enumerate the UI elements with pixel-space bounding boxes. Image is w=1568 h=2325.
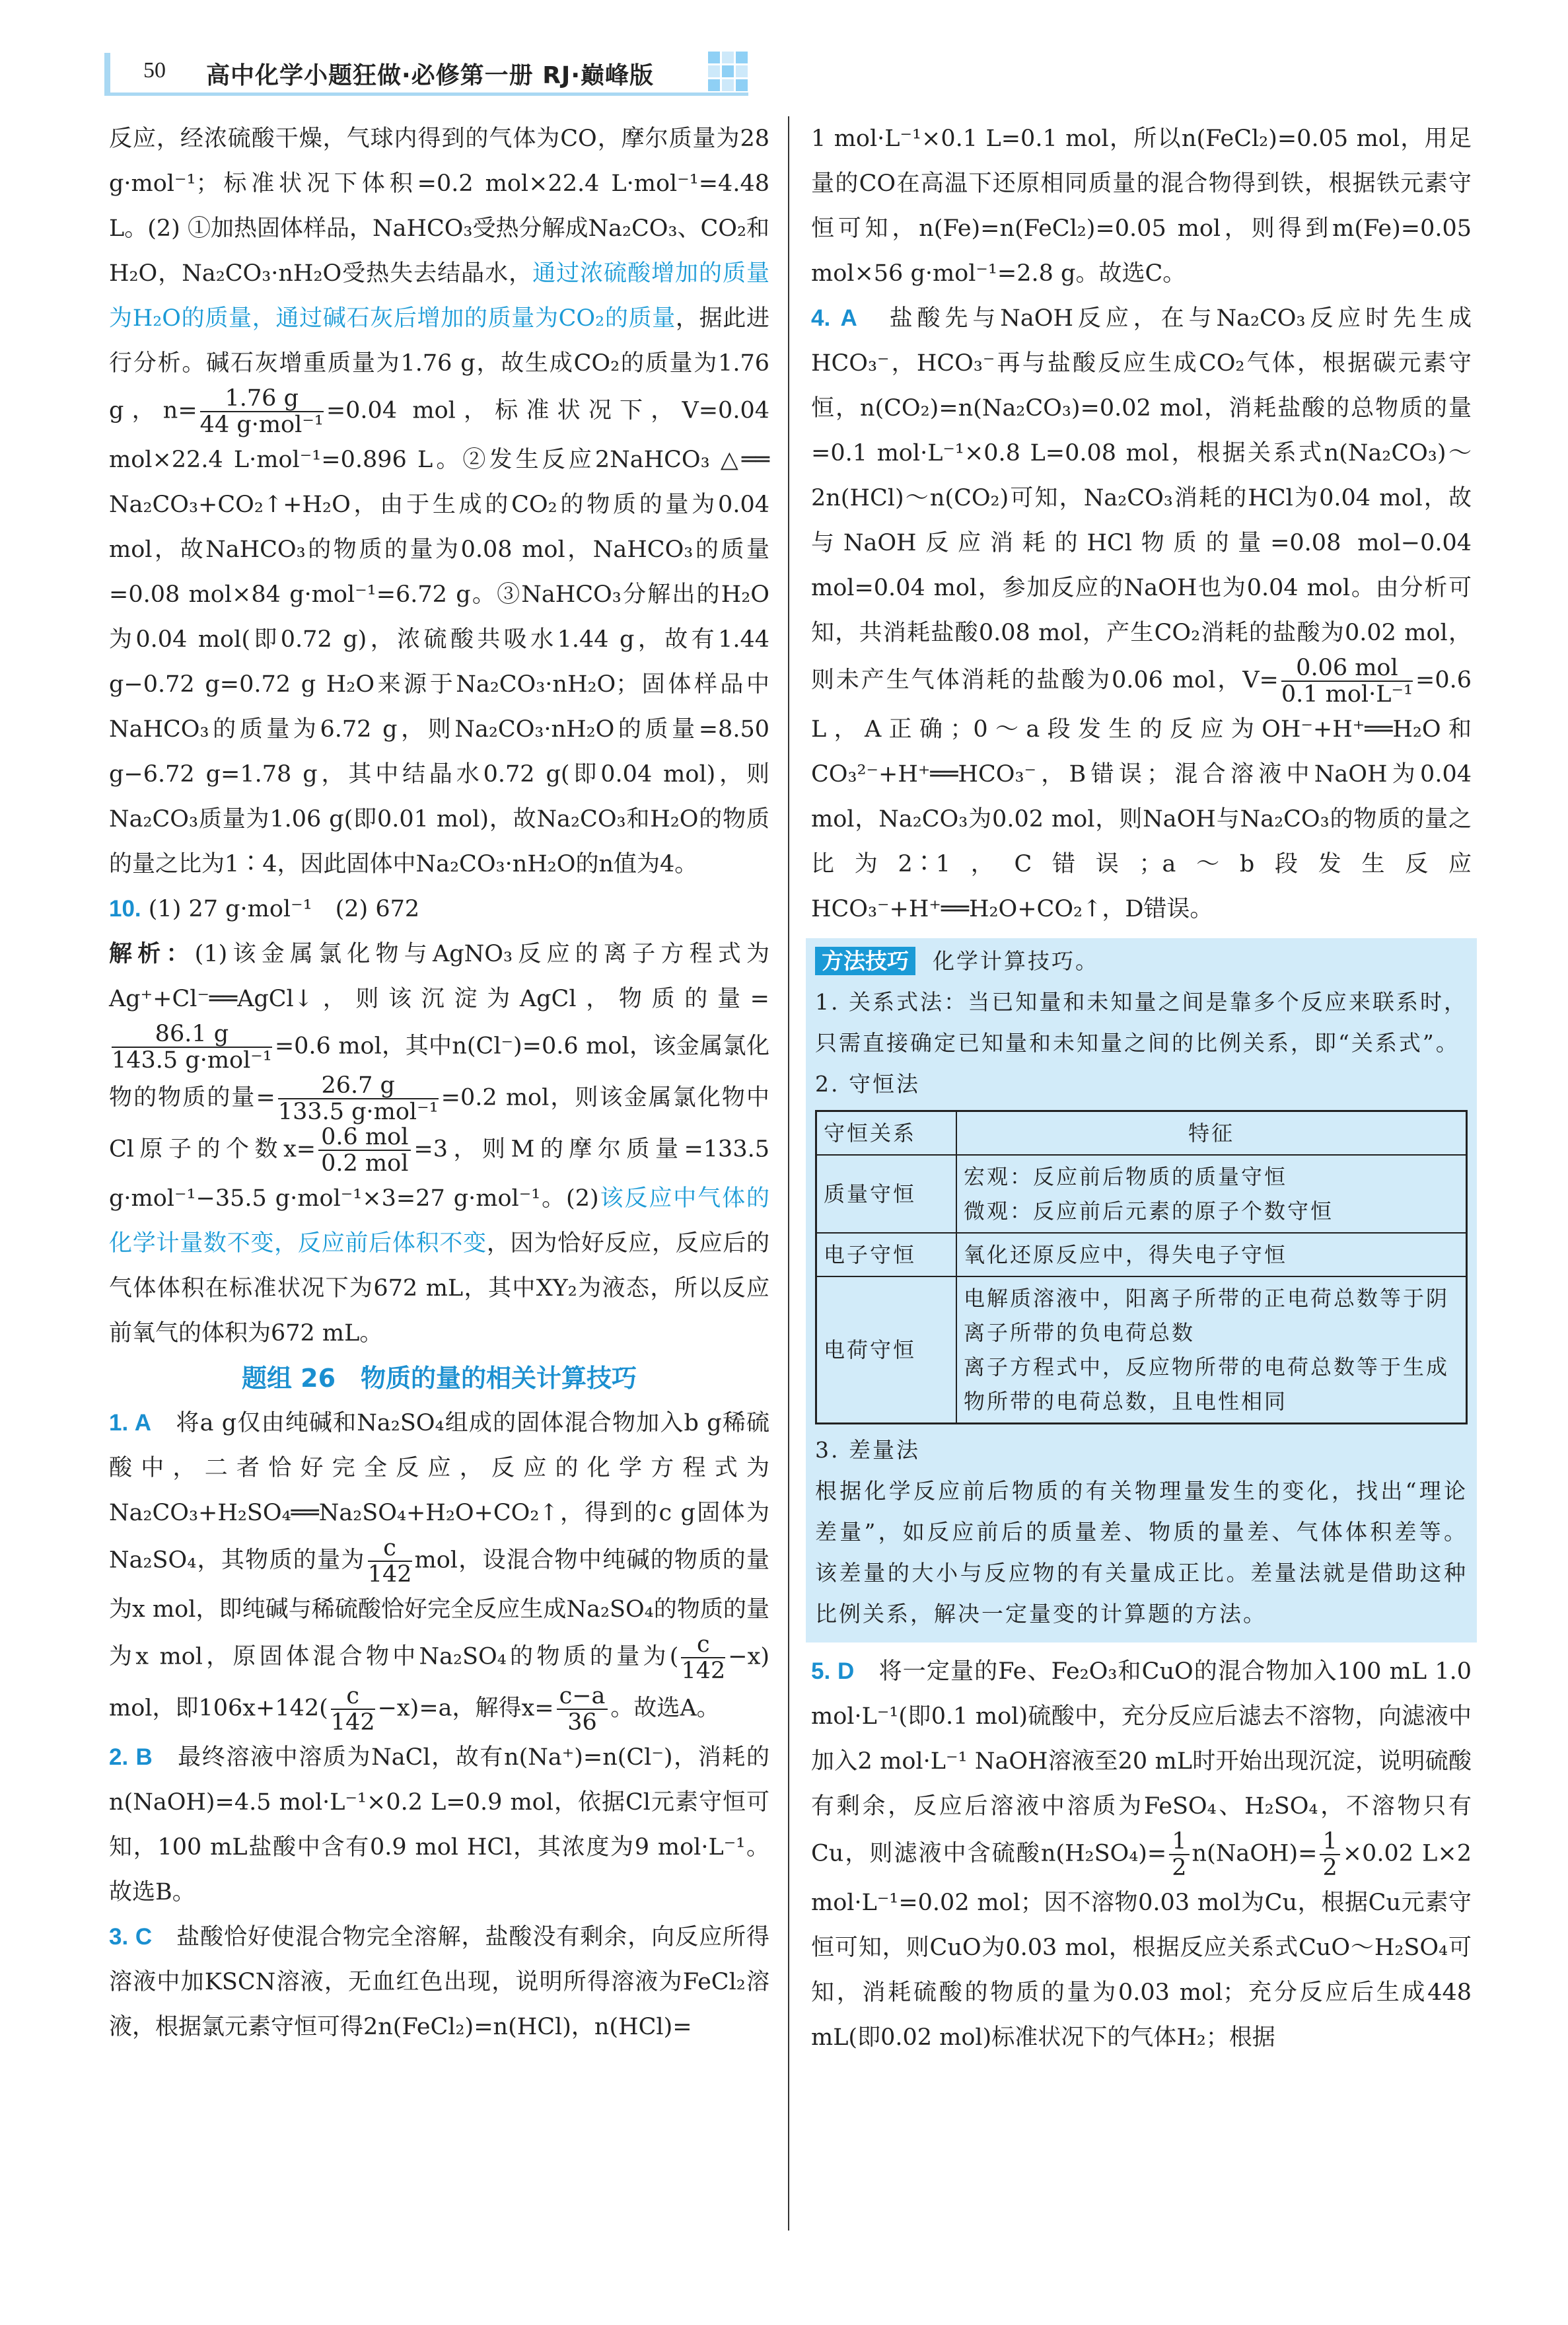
tip-item-2: 2. 守恒法 <box>815 1071 920 1097</box>
table-header: 守恒关系 <box>816 1111 957 1156</box>
fraction-numerator: 26.7 g <box>278 1073 439 1099</box>
feature-cell <box>956 1233 1467 1276</box>
fraction-numerator: c <box>681 1632 725 1658</box>
conservation-type: 质量守恒 <box>816 1155 957 1233</box>
right-column <box>811 116 1472 2060</box>
fraction <box>1320 1829 1339 1880</box>
text-run: (1)该金属氯化物与AgNO₃反应的离子方程式为Ag⁺+Cl⁻══AgCl↓，则该沉淀为AgCl，物质的量= <box>109 941 769 1012</box>
text-run: ，因为恰好反应，反应后的气体体积在标准状况下为672 mL，其中XY₂为液态，所以反应前氧气的体积为672 mL。 <box>109 1230 769 1347</box>
paragraph <box>109 116 769 887</box>
text-run: 盐酸先与NaOH反应，在与Na₂CO₃反应时先生成HCO₃⁻，HCO₃⁻再与盐酸反应生成CO₂气体，根据碳元素守恒，n(CO₂)=n(Na₂CO₃)=0.02 mol，消耗盐酸的总物质的量=0.1 mol·L⁻¹×0.8 L=0.08 mol，根据关系式n(Na₂CO₃)～2n(HCl)～n(CO₂)可知，Na₂CO₃消耗的HCl为0.04 mol，故与NaOH反应消耗的HCl物质的量=0.08 mol−0.04 mol=0.04 mol，参加反应的NaOH也为0.04 mol。由分析可知，共消耗盐酸0.08 mol，产生CO₂消耗的盐酸为0.02 mol，则未产生气体消耗的盐酸为0.06 mol，V= <box>811 305 1472 694</box>
text-run: =0.2 mol，则该金属氯化物中Cl原子的个数x= <box>109 1084 769 1163</box>
paragraph <box>811 296 1472 932</box>
paragraph <box>109 887 769 932</box>
fraction-numerator: 0.06 mol <box>1281 655 1413 682</box>
table-row <box>816 1155 1467 1233</box>
fraction <box>112 1021 272 1073</box>
book-title: 高中化学小题狂做·必修第一册 RJ·巅峰版 <box>206 62 655 89</box>
fraction-denominator: 142 <box>330 1709 375 1736</box>
fraction-denominator: 44 g·mol⁻¹ <box>199 412 324 438</box>
fraction-denominator: 143.5 g·mol⁻¹ <box>112 1047 272 1074</box>
conservation-type: 电荷守恒 <box>816 1276 957 1424</box>
paragraph <box>109 1915 769 2049</box>
analysis-label: 解析： <box>109 940 195 967</box>
fraction <box>331 1683 375 1735</box>
text-run: ，据此进行分析。碱石灰增重质量为1.76 g，故生成CO₂的质量为1.76 g，n= <box>109 305 769 424</box>
text-run: 1 mol·L⁻¹×0.1 L=0.1 mol，所以n(FeCl₂)=0.05 mol，用足量的CO在高温下还原相同质量的混合物得到铁，根据铁元素守恒可知，n(Fe)=n(FeCl₂)=0.05 mol，则得到m(Fe)=0.05 mol×56 g·mol⁻¹=2.8 g。故选C。 <box>811 126 1472 287</box>
right-top-text <box>811 116 1472 932</box>
fraction-denominator: 36 <box>567 1709 597 1736</box>
fraction-denominator: 142 <box>367 1561 412 1588</box>
right-bottom-text <box>811 1649 1472 2060</box>
answer-label: 2. B <box>109 1744 153 1770</box>
fraction-numerator: 1.76 g <box>200 386 324 412</box>
feature-line: 电解质溶液中，阳离子所带的正电荷总数等于阴离子所带的负电荷总数 <box>964 1286 1450 1345</box>
feature-line: 氧化还原反应中，得失电子守恒 <box>964 1242 1288 1267</box>
fraction-numerator: c−a <box>557 1683 608 1710</box>
page-number: 50 <box>143 58 166 83</box>
text-run: 盐酸恰好使混合物完全溶解，盐酸没有剩余，向反应所得溶液中加KSCN溶液，无血红色出现，说明所得溶液为FeCl₂溶液，根据氯元素守恒可得2n(FeCl₂)=n(HCl)，n(HCl)= <box>109 1924 769 2040</box>
left-column <box>109 116 769 2049</box>
fraction-denominator: 0.2 mol <box>321 1150 409 1177</box>
fraction-denominator: 0.1 mol·L⁻¹ <box>1281 681 1413 708</box>
feature-line: 宏观：反应前后物质的质量守恒 <box>964 1164 1288 1189</box>
fraction-numerator: 1 <box>1169 1829 1189 1855</box>
highlighted-text: 该反应中气体的化学计量数不变，反应前后体积不变 <box>109 1185 769 1257</box>
conservation-table <box>815 1110 1468 1424</box>
fraction <box>200 386 324 437</box>
text-run: −x)=a，解得x= <box>377 1695 554 1722</box>
text-run: −x) mol，即106x+142( <box>109 1643 769 1722</box>
paragraph <box>811 1649 1472 2060</box>
table-row <box>816 1276 1467 1424</box>
grid-logo-icon <box>708 52 748 91</box>
fraction <box>681 1632 725 1683</box>
paragraph <box>109 1735 769 1915</box>
fraction-denominator: 2 <box>1322 1855 1337 1881</box>
fraction <box>278 1073 439 1125</box>
text-run: 将a g仅由纯碱和Na₂SO₄组成的固体混合物加入b g稀硫酸中，二者恰好完全反应，反应的化学方程式为Na₂CO₃+H₂SO₄══Na₂SO₄+H₂O+CO₂↑，得到的c g固体为Na₂SO₄，其物质的量为 <box>109 1410 770 1574</box>
fraction <box>1281 655 1413 707</box>
text-run: 最终溶液中溶质为NaCl，故有n(Na⁺)=n(Cl⁻)，消耗的n(NaOH)=4.5 mol·L⁻¹×0.2 L=0.9 mol，依据Cl元素守恒可知，100 mL盐酸中含有0.9 mol HCl，其浓度为9 mol·L⁻¹。故选B。 <box>109 1744 769 1905</box>
answer-label: 4. A <box>811 305 857 331</box>
page-header <box>104 53 748 96</box>
text-run: mol，设混合物中纯碱的物质的量为x mol，即纯碱与稀硫酸恰好完全反应生成Na₂SO₄的物质的量为x mol，原固体混合物中Na₂SO₄的物质的量为( <box>109 1547 769 1670</box>
fraction-numerator: c <box>368 1535 412 1562</box>
fraction-numerator: 86.1 g <box>112 1021 272 1048</box>
text-run: 将一定量的Fe、Fe₂O₃和CuO的混合物加入100 mL 1.0 mol·L⁻¹(即0.1 mol)硫酸中，充分反应后滤去不溶物，向滤液中加入2 mol·L⁻¹ NaOH溶液至20 mL时开始出现沉淀，说明硫酸有剩余，反应后溶液中溶质为FeSO₄、H₂SO₄，不溶物只有Cu，则滤液中含硫酸n(H₂SO₄)= <box>811 1658 1472 1867</box>
feature-line: 微观：反应前后元素的原子个数守恒 <box>964 1199 1334 1224</box>
text-run: ×0.02 L×2 mol·L⁻¹=0.02 mol；因不溶物0.03 mol为Cu，根据Cu元素守恒可知，则CuO为0.03 mol，根据反应关系式CuO～H₂SO₄可知，消耗硫酸的物质的量为0.03 mol；充分反应后生成448 mL(即0.02 mol)标准状况下的气体H₂；根据 <box>811 1840 1472 2051</box>
paragraph <box>109 1401 769 1735</box>
highlighted-text: 通过浓硫酸增加的质量为H₂O的质量，通过碱石灰后增加的质量为CO₂的质量 <box>109 260 769 332</box>
fraction-numerator: 1 <box>1320 1829 1339 1855</box>
text-run: =0.6 mol，其中n(Cl⁻)=0.6 mol，该金属氯化物的物质的量= <box>109 1033 769 1111</box>
text-run: =3，则M的摩尔质量=133.5 g·mol⁻¹−35.5 g·mol⁻¹×3=27 g·mol⁻¹。(2) <box>109 1136 769 1212</box>
fraction-numerator: 0.6 mol <box>318 1125 411 1151</box>
column-divider <box>788 116 789 2231</box>
method-tip-box <box>806 938 1477 1642</box>
tip-item-3: 3. 差量法 <box>815 1437 920 1463</box>
feature-line: 离子方程式中，反应物所带的电荷总数等于生成物所带的电荷总数，且电性相同 <box>964 1354 1450 1414</box>
tip-title: 化学计算技巧。 <box>933 948 1099 974</box>
fraction-denominator: 2 <box>1172 1855 1187 1881</box>
paragraph <box>109 932 769 1356</box>
fraction <box>368 1535 412 1587</box>
fraction <box>557 1683 608 1735</box>
tip-item-3-text: 根据化学反应前后物质的有关物理量发生的变化，找出“理论差量”，如反应前后的质量差、物质的量差、气体体积差等。该差量的大小与反应物的有关量成正比。差量法就是借助这种比例关系，解决一定量变的计算题的方法。 <box>815 1478 1468 1627</box>
fraction-numerator: c <box>331 1683 375 1710</box>
fraction <box>1169 1829 1189 1880</box>
text-run: n(NaOH)= <box>1192 1840 1318 1867</box>
fraction-denominator: 133.5 g·mol⁻¹ <box>277 1099 439 1125</box>
answer-label: 1. A <box>109 1410 152 1436</box>
conservation-type: 电子守恒 <box>816 1233 957 1276</box>
answer-label: 5. D <box>811 1658 855 1684</box>
feature-cell <box>956 1276 1467 1424</box>
fraction-denominator: 142 <box>681 1658 726 1684</box>
text-run: 反应，经浓硫酸干燥，气球内得到的气体为CO，摩尔质量为28 g·mol⁻¹；标准状况下体积=0.2 mol×22.4 L·mol⁻¹=4.48 L。(2) ①加热固体样品，NaHCO₃受热分解成Na₂CO₃、CO₂和H₂O，Na₂CO₃·nH₂O受热失去结晶水， <box>109 126 769 287</box>
fraction <box>318 1125 411 1176</box>
tip-item-1: 1. 关系式法：当已知量和未知量之间是靠多个反应来联系时，只需直接确定已知量和未知量之间的比例关系，即“关系式”。 <box>815 989 1468 1056</box>
answer-label: 10. <box>109 896 141 922</box>
section-heading: 题组 26 物质的量的相关计算技巧 <box>241 1364 637 1393</box>
tip-label: 方法技巧 <box>815 947 915 975</box>
paragraph <box>811 116 1472 296</box>
text-run: 。故选A。 <box>610 1695 720 1722</box>
answer-label: 3. C <box>109 1924 153 1950</box>
table-header: 特征 <box>956 1111 1467 1156</box>
table-row <box>816 1233 1467 1276</box>
feature-cell <box>956 1155 1467 1233</box>
text-run: =0.04 mol，标准状况下，V=0.04 mol×22.4 L·mol⁻¹=0.896 L。②发生反应2NaHCO₃ △══ Na₂CO₃+CO₂↑+H₂O，由于生成的CO₂的物质的量为0.04 mol，故NaHCO₃的物质的量为0.08 mol，NaHCO₃的质量=0.08 mol×84 g·mol⁻¹=6.72 g。③NaHCO₃分解出的H₂O为0.04 mol(即0.72 g)，浓硫酸共吸水1.44 g，故有1.44 g−0.72 g=0.72 g H₂O来源于Na₂CO₃·nH₂O；固体样品中NaHCO₃的质量为6.72 g，则Na₂CO₃·nH₂O的质量=8.50 g−6.72 g=1.78 g，其中结晶水0.72 g(即0.04 mol)，则Na₂CO₃质量为1.06 g(即0.01 mol)，故Na₂CO₃和H₂O的物质的量之比为1∶4，因此固体中Na₂CO₃·nH₂O的n值为4。 <box>109 397 769 877</box>
text-run: (1) 27 g·mol⁻¹ (2) 672 <box>141 896 420 922</box>
text-run: =0.6 L，A正确；0～a段发生的反应为OH⁻+H⁺══H₂O和CO₃²⁻+H⁺══HCO₃⁻，B错误；混合溶液中NaOH为0.04 mol，Na₂CO₃为0.02 mol，则NaOH与Na₂CO₃的物质的量之比为2∶1，C错误；a～b段发生反应HCO₃⁻+H⁺══H₂O+CO₂↑，D错误。 <box>811 667 1472 922</box>
